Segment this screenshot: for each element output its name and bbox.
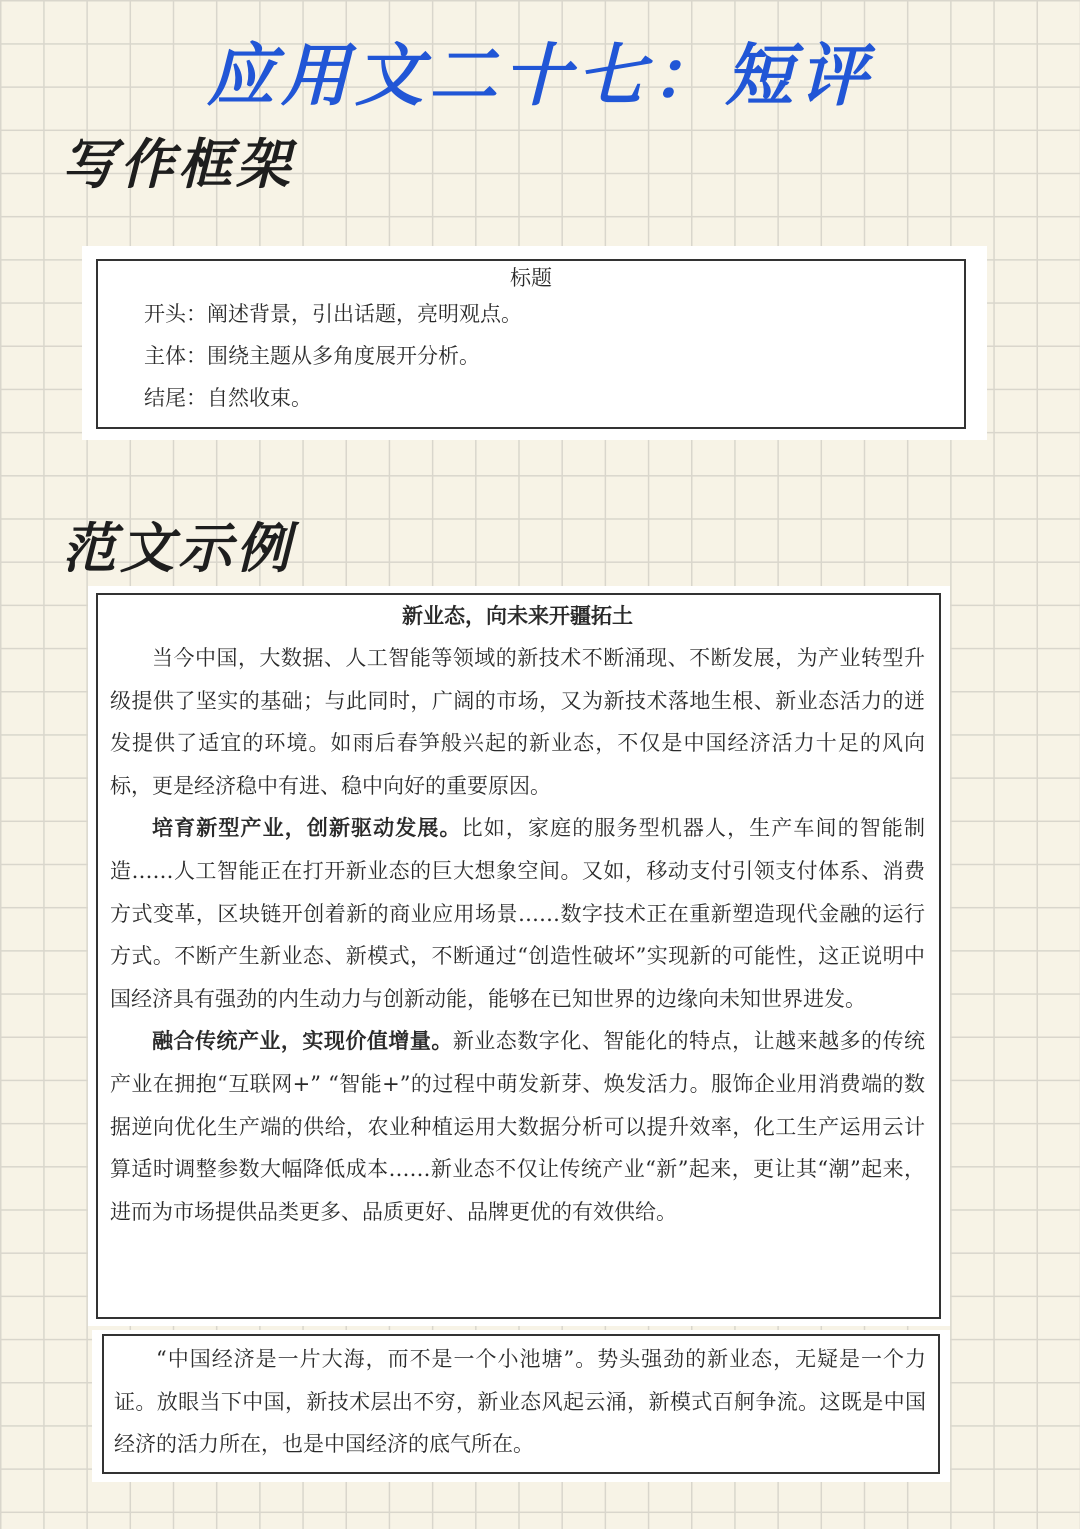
framework-box [96, 259, 966, 429]
closing-box [102, 1334, 940, 1474]
essay-paragraph-3-lead: 融合传统产业，实现价值增量。 [152, 1028, 453, 1054]
essay-paragraph-3-body: 新业态数字化、智能化的特点，让越来越多的传统产业在拥抱“互联网+” “智能+”的过程中萌发新芽、焕发活力。服饰企业用消费端的数据逆向优化生产端的供给，农业种植运用大数据分析可以提升效率，化工生产运用云计算适时调整参数大幅降低成本……新业态不仅让传统产业“新”起来，更让其“潮”起来，进而为市场提供品类更多、品质更好、品牌更优的有效供给。 [110, 1029, 926, 1224]
example-heading: 范文示例 [62, 516, 294, 580]
closing-paragraph: “中国经济是一片大海，而不是一个小池塘”。势头强劲的新业态，无疑是一个力证。放眼当下中国，新技术层出不穷，新业态风起云涌，新模式百舸争流。这既是中国经济的活力所在，也是中国经济的底气所在。 [114, 1347, 926, 1457]
framework-title: 标题 [510, 266, 552, 290]
essay-title: 新业态，向未来开疆拓土 [402, 603, 633, 628]
closing-card [92, 1330, 950, 1482]
page-title: 应用文二十七：短评 [206, 37, 873, 116]
essay-paragraph-2 [110, 807, 925, 1020]
framework-heading: 写作框架 [62, 132, 294, 196]
framework-line-body: 主体：围绕主题从多角度展开分析。 [144, 344, 480, 368]
framework-line-ending: 结尾：自然收束。 [144, 386, 312, 410]
essay-card [88, 586, 950, 1326]
essay-paragraph-3 [110, 1020, 925, 1233]
essay-paragraph-2-body: 比如，家庭的服务型机器人，生产车间的智能制造……人工智能正在打开新业态的巨大想象空间。又如，移动支付引领支付体系、消费方式变革，区块链开创着新的商业应用场景……数字技术正在重新塑造现代金融的运行方式。不断产生新业态、新模式，不断通过“创造性破坏”实现新的可能性，这正说明中国经济具有强劲的内生动力与创新动能，能够在已知世界的边缘向未知世界进发。 [110, 816, 926, 1011]
framework-card [82, 246, 987, 440]
essay-paragraph-1: 当今中国，大数据、人工智能等领域的新技术不断涌现、不断发展，为产业转型升级提供了坚实的基础；与此同时，广阔的市场，又为新技术落地生根、新业态活力的迸发提供了适宜的环境。如雨后春笋般兴起的新业态，不仅是中国经济活力十足的风向标，更是经济稳中有进、稳中向好的重要原因。 [110, 646, 925, 798]
essay-box [96, 593, 941, 1319]
essay-paragraph-2-lead: 培育新型产业，创新驱动发展。 [152, 815, 462, 841]
framework-line-opening: 开头：阐述背景，引出话题，亮明观点。 [144, 302, 522, 326]
